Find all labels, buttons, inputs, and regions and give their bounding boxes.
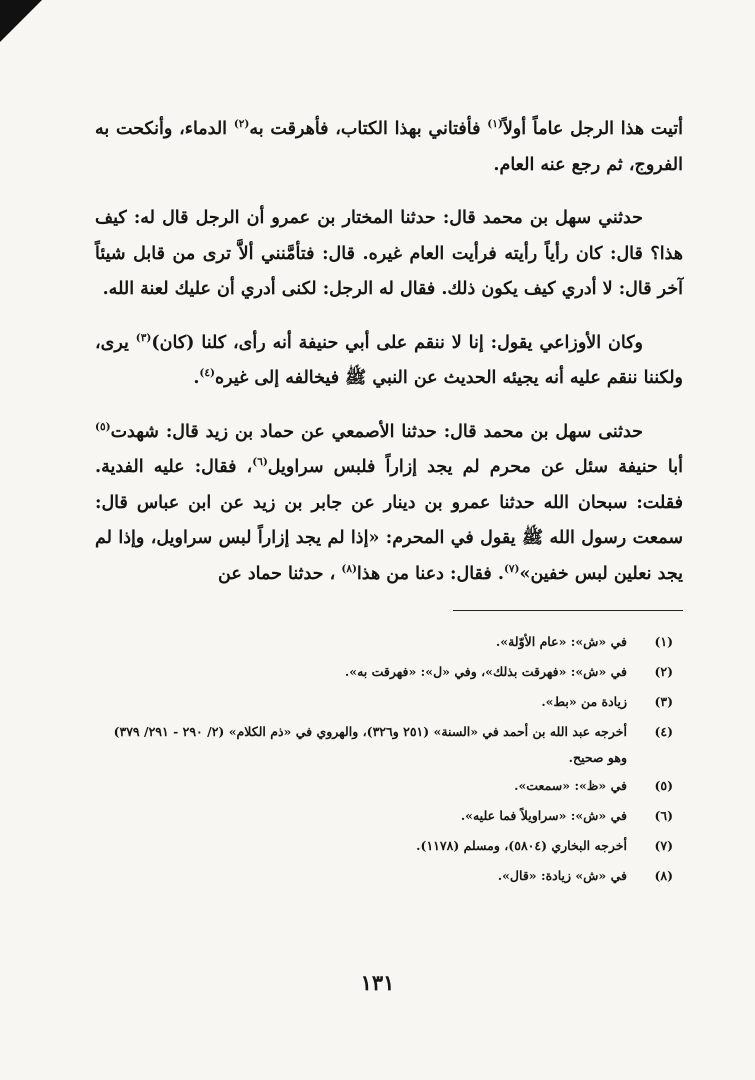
text-run: . فقال: دعنا من هذا <box>356 563 504 584</box>
footnote <box>95 771 683 801</box>
footnote-number: (٦) <box>654 808 673 823</box>
footnote-number: (٨) <box>654 868 673 883</box>
paragraph <box>95 415 683 593</box>
footnote-ref[interactable]: (٣) <box>135 331 152 344</box>
paragraph <box>95 112 683 183</box>
footnote-number: (٤) <box>654 724 673 739</box>
footnote-number: (١) <box>654 634 673 649</box>
footnote-ref[interactable]: (٢) <box>233 118 250 131</box>
footnote-number: (٢) <box>654 664 673 679</box>
footnote-text: زيادة من «بط». <box>541 694 627 709</box>
footnote-text: في «ش»: «عام الأوّلة». <box>495 634 627 649</box>
text-run: الدماء، وأنكحت به الفروج، ثم رجع عنه العام. <box>95 119 683 175</box>
footnote-number: (٧) <box>654 838 673 853</box>
footnote <box>95 801 683 831</box>
footnotes <box>95 627 683 891</box>
footnote <box>95 831 683 861</box>
text-run: أتيت هذا الرجل عاماً أولاً <box>502 119 684 139</box>
footnote-text: في «ش»: «فهرقت بذلك»، وفي «ل»: «فهرقت به». <box>344 664 627 679</box>
text-run: حدثني سهل بن محمد قال: حدثنا المختار بن عمرو أن الرجل قال له: كيف هذا؟ قال: كان رأياً رأيته فرأيت العام غيره. قال: فتأمَّنني ألاَّ ترى من قابل شيئاً آخر قال: لا أدري كيف يكون ذلك. فقال له الرجل: لكنى أدري أن عليك لعنة الله. <box>95 208 683 299</box>
text-run: . <box>193 368 200 388</box>
footnote-number: (٣) <box>654 694 673 709</box>
paragraph <box>95 201 683 308</box>
paragraph <box>95 326 683 397</box>
page-body <box>95 112 683 891</box>
footnote <box>95 861 683 891</box>
text-run: فأفتاني بهذا الكتاب، فأهرقت به <box>249 119 488 139</box>
footnote-text: في «ش» زيادة: «قال». <box>497 868 627 883</box>
footnote-text: في «ش»: «سراويلاً فما عليه». <box>460 808 627 823</box>
text-run: حدثنى سهل بن محمد قال: حدثنا الأصمعي عن حماد بن زيد قال: شهدت <box>110 421 643 442</box>
footnote-number: (٥) <box>654 778 673 793</box>
text-run: وكان الأوزاعي يقول: إنا لا ننقم على أبي حنيفة أنه رأى، كلنا (كان) <box>151 332 643 353</box>
page-corner-mark <box>0 0 42 42</box>
footnote-ref[interactable]: (٨) <box>341 562 357 575</box>
footnote-ref[interactable]: (١) <box>487 118 503 131</box>
text-run: أبا حنيفة سئل عن محرم لم يجد إزاراً فلبس سراويل <box>267 457 683 477</box>
footnote-ref[interactable]: (٥) <box>95 420 111 433</box>
footnote <box>95 657 683 687</box>
footnote-text: أخرجه عبد الله بن أحمد في «السنة» (٢٥١ و٣٢٦)، والهروي في «ذم الكلام» (٢/ ٢٩٠ - ٢٩١/ ٣٧٩) وهو صحيح. <box>113 724 627 765</box>
footnote-text: أخرجه البخاري (٥٨٠٤)، ومسلم (١١٧٨). <box>416 838 627 853</box>
main-text <box>95 112 683 592</box>
footnote <box>95 717 683 771</box>
text-run: ، حدثنا حماد عن <box>218 563 342 584</box>
footnote-ref[interactable]: (٧) <box>503 562 520 575</box>
text-run: ، فقال: عليه الفدية. فقلت: سبحان الله حدثنا عمرو بن دينار عن جابر بن زيد عن ابن عباس قال: سمعت رسول الله ﷺ يقول في المحرم: «إذا لم يجد إزاراً لبس سراويل، وإذا لم يجد نعلين لبس خفين» <box>95 457 683 584</box>
footnote-separator <box>453 610 683 611</box>
footnote <box>95 627 683 657</box>
footnote-ref[interactable]: (٦) <box>252 456 268 469</box>
footnote-ref[interactable]: (٤) <box>199 367 215 380</box>
footnote-text: في «ظ»: «سمعت». <box>514 778 627 793</box>
footnote <box>95 687 683 717</box>
text-run: يرى، ولكننا ننقم عليه أنه يجيئه الحديث عن النبي ﷺ فيخالفه إلى غيره <box>95 332 683 388</box>
page-number: ١٣١ <box>360 970 395 995</box>
